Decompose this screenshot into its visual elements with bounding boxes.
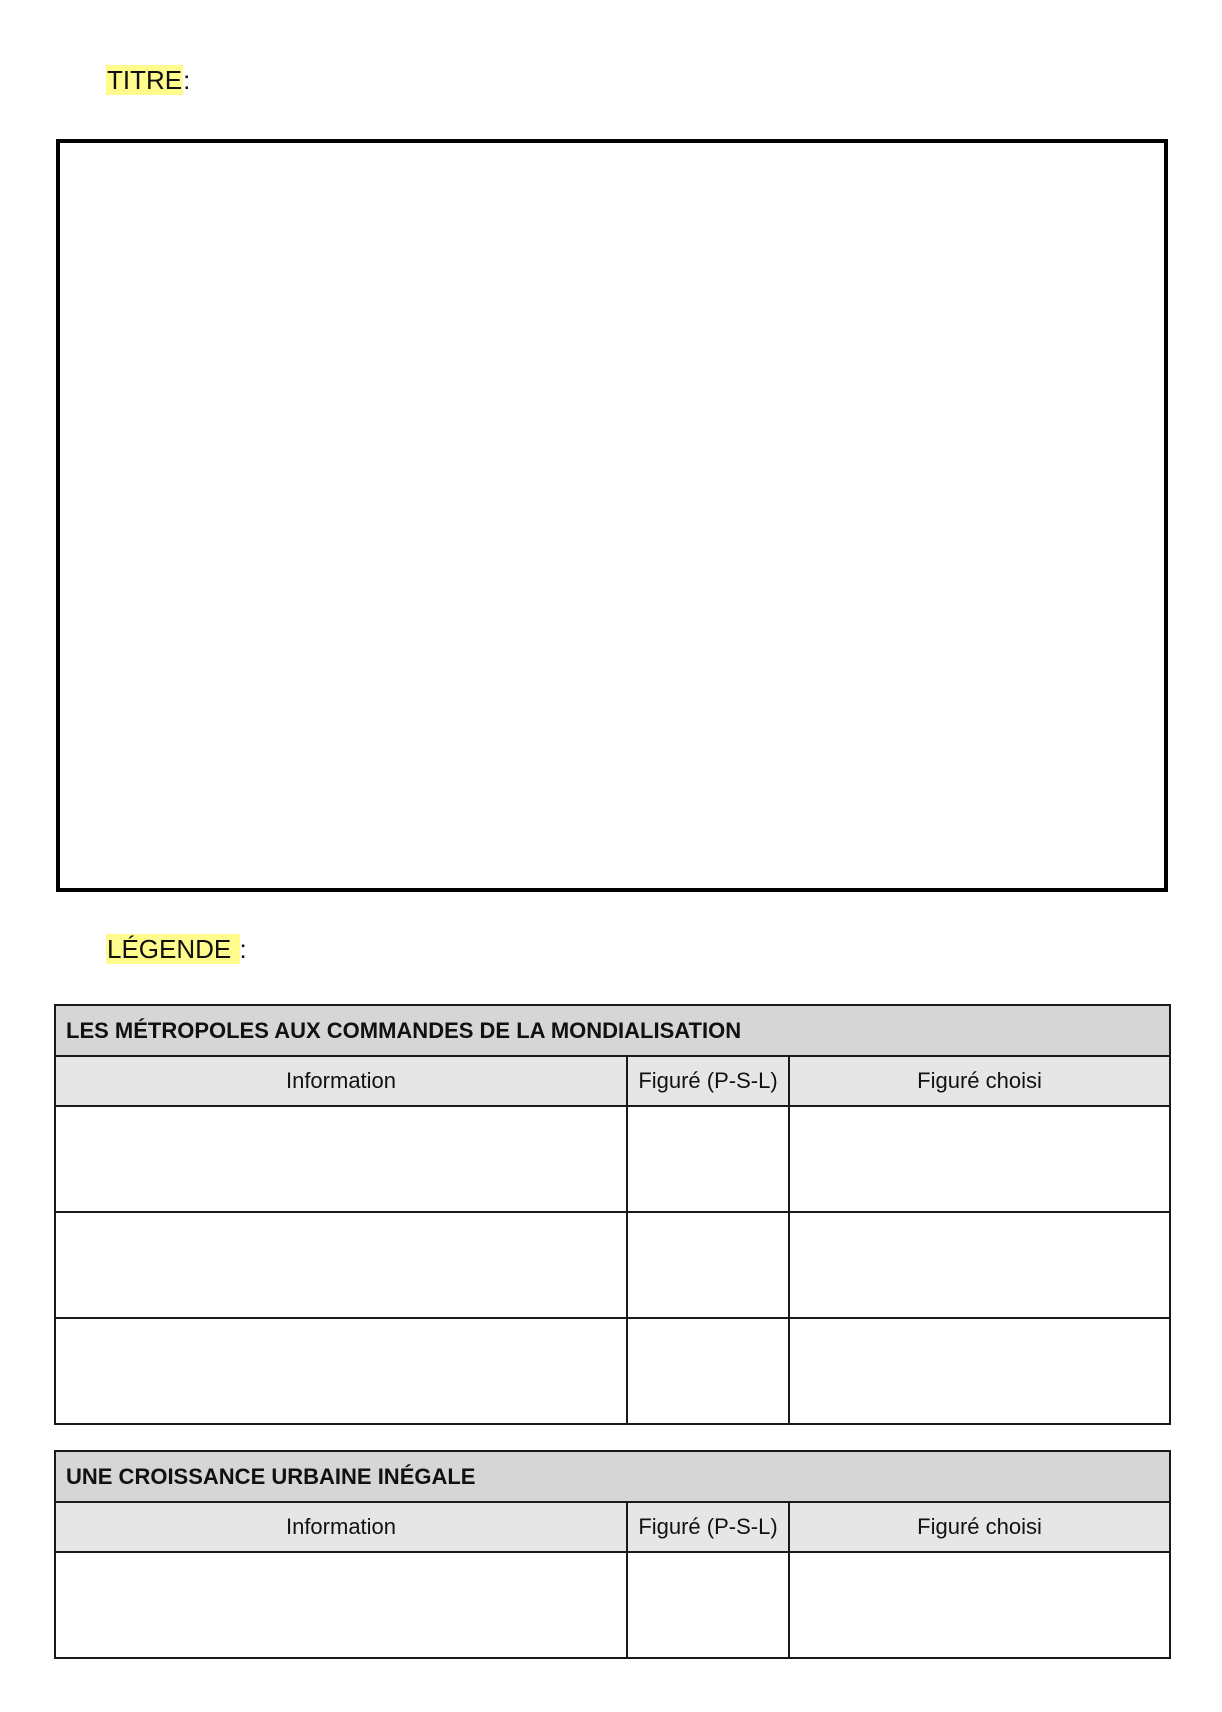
column-header-information: Information — [55, 1056, 627, 1106]
column-header-figure-choisi: Figuré choisi — [789, 1056, 1170, 1106]
figure-psl-cell[interactable] — [627, 1552, 789, 1658]
legend-table-metropoles — [54, 1004, 1171, 1425]
figure-psl-cell[interactable] — [627, 1212, 789, 1318]
information-cell[interactable] — [55, 1552, 627, 1658]
figure-choisi-cell[interactable] — [789, 1212, 1170, 1318]
legend-field — [106, 932, 247, 966]
table-row — [55, 1106, 1170, 1212]
figure-choisi-cell[interactable] — [789, 1318, 1170, 1424]
column-header-figure-psl: Figuré (P-S-L) — [627, 1502, 789, 1552]
title-label: TITRE — [107, 65, 183, 95]
figure-choisi-cell[interactable] — [789, 1106, 1170, 1212]
legend-table-croissance — [54, 1450, 1171, 1659]
column-header-information: Information — [55, 1502, 627, 1552]
map-drawing-area[interactable] — [56, 139, 1168, 892]
table-row — [55, 1318, 1170, 1424]
figure-psl-cell[interactable] — [627, 1318, 789, 1424]
information-cell[interactable] — [55, 1212, 627, 1318]
title-field — [106, 63, 190, 97]
column-header-figure-choisi: Figuré choisi — [789, 1502, 1170, 1552]
section-heading: LES MÉTROPOLES AUX COMMANDES DE LA MONDIALISATION — [55, 1005, 1170, 1056]
column-header-figure-psl: Figuré (P-S-L) — [627, 1056, 789, 1106]
figure-psl-cell[interactable] — [627, 1106, 789, 1212]
table-row — [55, 1552, 1170, 1658]
title-colon: : — [183, 65, 191, 95]
table-row — [55, 1212, 1170, 1318]
figure-choisi-cell[interactable] — [789, 1552, 1170, 1658]
legend-label: LÉGENDE — [107, 934, 239, 964]
information-cell[interactable] — [55, 1318, 627, 1424]
section-heading: UNE CROISSANCE URBAINE INÉGALE — [55, 1451, 1170, 1502]
information-cell[interactable] — [55, 1106, 627, 1212]
legend-colon: : — [239, 934, 247, 964]
